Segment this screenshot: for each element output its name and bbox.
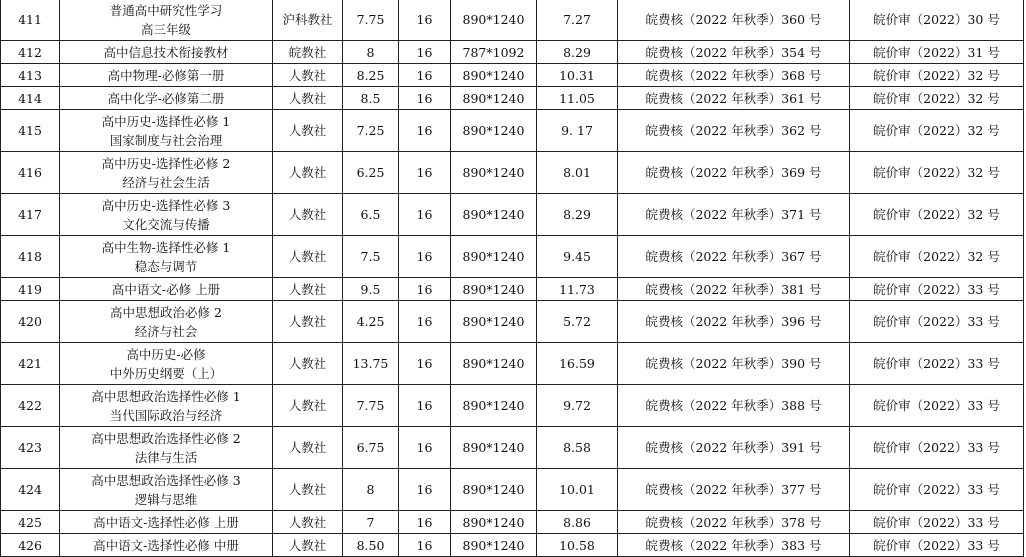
table-row <box>1 236 1024 278</box>
format-cell: 16 <box>399 0 451 41</box>
sheet-count-cell: 9. 17 <box>537 110 618 152</box>
fee-approval-cell: 皖费核（2022 年秋季）360 号 <box>618 0 850 41</box>
format-cell: 16 <box>399 152 451 194</box>
book-title-cell: 高中历史-选择性必修 3 文化交流与传播 <box>60 194 273 236</box>
row-number-cell: 419 <box>1 278 60 301</box>
price-document-cell: 皖价审（2022）33 号 <box>850 511 1024 534</box>
publisher-cell: 人教社 <box>273 534 343 557</box>
row-number-cell: 423 <box>1 427 60 469</box>
book-title-cell: 高中化学-必修第二册 <box>60 87 273 110</box>
publisher-cell: 人教社 <box>273 427 343 469</box>
row-number-cell: 415 <box>1 110 60 152</box>
price-document-cell: 皖价审（2022）32 号 <box>850 236 1024 278</box>
format-cell: 16 <box>399 427 451 469</box>
paper-size-cell: 890*1240 <box>451 194 537 236</box>
table-row <box>1 511 1024 534</box>
table-row <box>1 343 1024 385</box>
paper-size-cell: 890*1240 <box>451 427 537 469</box>
fee-approval-cell: 皖费核（2022 年秋季）369 号 <box>618 152 850 194</box>
row-number-cell: 424 <box>1 469 60 511</box>
book-title-cell: 普通高中研究性学习 高三年级 <box>60 0 273 41</box>
row-number-cell: 425 <box>1 511 60 534</box>
row-number-cell: 412 <box>1 41 60 64</box>
price-cell: 7.25 <box>343 110 399 152</box>
sheet-count-cell: 10.01 <box>537 469 618 511</box>
price-cell: 13.75 <box>343 343 399 385</box>
publisher-cell: 人教社 <box>273 343 343 385</box>
price-cell: 8 <box>343 41 399 64</box>
price-document-cell: 皖价审（2022）32 号 <box>850 110 1024 152</box>
paper-size-cell: 890*1240 <box>451 64 537 87</box>
book-title-cell: 高中生物-选择性必修 1 稳态与调节 <box>60 236 273 278</box>
price-document-cell: 皖价审（2022）31 号 <box>850 41 1024 64</box>
price-document-cell: 皖价审（2022）33 号 <box>850 343 1024 385</box>
row-number-cell: 416 <box>1 152 60 194</box>
publisher-cell: 人教社 <box>273 278 343 301</box>
row-number-cell: 420 <box>1 301 60 343</box>
publisher-cell: 人教社 <box>273 152 343 194</box>
paper-size-cell: 890*1240 <box>451 0 537 41</box>
fee-approval-cell: 皖费核（2022 年秋季）367 号 <box>618 236 850 278</box>
book-title-cell: 高中物理-必修第一册 <box>60 64 273 87</box>
table-row <box>1 110 1024 152</box>
price-document-cell: 皖价审（2022）32 号 <box>850 152 1024 194</box>
price-cell: 7.5 <box>343 236 399 278</box>
fee-approval-cell: 皖费核（2022 年秋季）377 号 <box>618 469 850 511</box>
price-document-cell: 皖价审（2022）32 号 <box>850 194 1024 236</box>
book-title-cell: 高中思想政治选择性必修 1 当代国际政治与经济 <box>60 385 273 427</box>
fee-approval-cell: 皖费核（2022 年秋季）390 号 <box>618 343 850 385</box>
publisher-cell: 人教社 <box>273 110 343 152</box>
sheet-count-cell: 7.27 <box>537 0 618 41</box>
price-document-cell: 皖价审（2022）33 号 <box>850 278 1024 301</box>
format-cell: 16 <box>399 87 451 110</box>
row-number-cell: 413 <box>1 64 60 87</box>
price-cell: 8 <box>343 469 399 511</box>
fee-approval-cell: 皖费核（2022 年秋季）396 号 <box>618 301 850 343</box>
table-row <box>1 64 1024 87</box>
price-document-cell: 皖价审（2022）33 号 <box>850 427 1024 469</box>
publisher-cell: 人教社 <box>273 469 343 511</box>
fee-approval-cell: 皖费核（2022 年秋季）368 号 <box>618 64 850 87</box>
format-cell: 16 <box>399 278 451 301</box>
format-cell: 16 <box>399 511 451 534</box>
price-cell: 6.25 <box>343 152 399 194</box>
fee-approval-cell: 皖费核（2022 年秋季）383 号 <box>618 534 850 557</box>
table-body <box>1 0 1024 557</box>
format-cell: 16 <box>399 469 451 511</box>
price-cell: 6.5 <box>343 194 399 236</box>
book-title-cell: 高中语文-选择性必修 上册 <box>60 511 273 534</box>
paper-size-cell: 890*1240 <box>451 385 537 427</box>
book-title-cell: 高中历史-必修 中外历史纲要（上） <box>60 343 273 385</box>
paper-size-cell: 890*1240 <box>451 110 537 152</box>
price-cell: 8.50 <box>343 534 399 557</box>
paper-size-cell: 890*1240 <box>451 469 537 511</box>
sheet-count-cell: 8.58 <box>537 427 618 469</box>
format-cell: 16 <box>399 385 451 427</box>
fee-approval-cell: 皖费核（2022 年秋季）378 号 <box>618 511 850 534</box>
sheet-count-cell: 8.86 <box>537 511 618 534</box>
row-number-cell: 411 <box>1 0 60 41</box>
book-title-cell: 高中思想政治选择性必修 3 逻辑与思维 <box>60 469 273 511</box>
price-document-cell: 皖价审（2022）32 号 <box>850 87 1024 110</box>
paper-size-cell: 890*1240 <box>451 278 537 301</box>
fee-approval-cell: 皖费核（2022 年秋季）362 号 <box>618 110 850 152</box>
format-cell: 16 <box>399 110 451 152</box>
sheet-count-cell: 8.29 <box>537 41 618 64</box>
book-title-cell: 高中信息技术衔接教材 <box>60 41 273 64</box>
publisher-cell: 人教社 <box>273 385 343 427</box>
table-row <box>1 469 1024 511</box>
fee-approval-cell: 皖费核（2022 年秋季）381 号 <box>618 278 850 301</box>
publisher-cell: 人教社 <box>273 301 343 343</box>
fee-approval-cell: 皖费核（2022 年秋季）391 号 <box>618 427 850 469</box>
sheet-count-cell: 11.73 <box>537 278 618 301</box>
row-number-cell: 414 <box>1 87 60 110</box>
table-row <box>1 301 1024 343</box>
paper-size-cell: 890*1240 <box>451 301 537 343</box>
price-document-cell: 皖价审（2022）32 号 <box>850 64 1024 87</box>
format-cell: 16 <box>399 236 451 278</box>
table-row <box>1 87 1024 110</box>
publisher-cell: 沪科教社 <box>273 0 343 41</box>
book-title-cell: 高中历史-选择性必修 2 经济与社会生活 <box>60 152 273 194</box>
fee-approval-cell: 皖费核（2022 年秋季）371 号 <box>618 194 850 236</box>
table-row <box>1 152 1024 194</box>
paper-size-cell: 890*1240 <box>451 236 537 278</box>
paper-size-cell: 890*1240 <box>451 87 537 110</box>
table-row <box>1 427 1024 469</box>
row-number-cell: 426 <box>1 534 60 557</box>
sheet-count-cell: 10.58 <box>537 534 618 557</box>
row-number-cell: 421 <box>1 343 60 385</box>
sheet-count-cell: 10.31 <box>537 64 618 87</box>
table-row <box>1 385 1024 427</box>
price-cell: 7.75 <box>343 385 399 427</box>
row-number-cell: 422 <box>1 385 60 427</box>
price-cell: 8.5 <box>343 87 399 110</box>
price-cell: 6.75 <box>343 427 399 469</box>
book-title-cell: 高中语文-必修 上册 <box>60 278 273 301</box>
table-row <box>1 41 1024 64</box>
sheet-count-cell: 9.72 <box>537 385 618 427</box>
format-cell: 16 <box>399 301 451 343</box>
sheet-count-cell: 9.45 <box>537 236 618 278</box>
sheet-count-cell: 16.59 <box>537 343 618 385</box>
row-number-cell: 417 <box>1 194 60 236</box>
price-cell: 7.75 <box>343 0 399 41</box>
row-number-cell: 418 <box>1 236 60 278</box>
sheet-count-cell: 8.29 <box>537 194 618 236</box>
publisher-cell: 人教社 <box>273 236 343 278</box>
table-row <box>1 534 1024 557</box>
price-document-cell: 皖价审（2022）30 号 <box>850 0 1024 41</box>
price-document-cell: 皖价审（2022）33 号 <box>850 385 1024 427</box>
price-document-cell: 皖价审（2022）33 号 <box>850 301 1024 343</box>
paper-size-cell: 890*1240 <box>451 152 537 194</box>
format-cell: 16 <box>399 64 451 87</box>
sheet-count-cell: 8.01 <box>537 152 618 194</box>
book-title-cell: 高中语文-选择性必修 中册 <box>60 534 273 557</box>
publisher-cell: 人教社 <box>273 64 343 87</box>
price-cell: 4.25 <box>343 301 399 343</box>
price-cell: 8.25 <box>343 64 399 87</box>
sheet-count-cell: 11.05 <box>537 87 618 110</box>
format-cell: 16 <box>399 41 451 64</box>
price-document-cell: 皖价审（2022）33 号 <box>850 469 1024 511</box>
publisher-cell: 人教社 <box>273 87 343 110</box>
fee-approval-cell: 皖费核（2022 年秋季）388 号 <box>618 385 850 427</box>
price-cell: 9.5 <box>343 278 399 301</box>
book-title-cell: 高中历史-选择性必修 1 国家制度与社会治理 <box>60 110 273 152</box>
paper-size-cell: 890*1240 <box>451 343 537 385</box>
table-row <box>1 194 1024 236</box>
paper-size-cell: 787*1092 <box>451 41 537 64</box>
paper-size-cell: 890*1240 <box>451 511 537 534</box>
publisher-cell: 皖教社 <box>273 41 343 64</box>
fee-approval-cell: 皖费核（2022 年秋季）361 号 <box>618 87 850 110</box>
book-title-cell: 高中思想政治必修 2 经济与社会 <box>60 301 273 343</box>
price-document-cell: 皖价审（2022）33 号 <box>850 534 1024 557</box>
paper-size-cell: 890*1240 <box>451 534 537 557</box>
sheet-count-cell: 5.72 <box>537 301 618 343</box>
table-row <box>1 278 1024 301</box>
format-cell: 16 <box>399 343 451 385</box>
book-title-cell: 高中思想政治选择性必修 2 法律与生活 <box>60 427 273 469</box>
format-cell: 16 <box>399 534 451 557</box>
fee-approval-cell: 皖费核（2022 年秋季）354 号 <box>618 41 850 64</box>
publisher-cell: 人教社 <box>273 194 343 236</box>
publisher-cell: 人教社 <box>273 511 343 534</box>
price-cell: 7 <box>343 511 399 534</box>
format-cell: 16 <box>399 194 451 236</box>
table-row <box>1 0 1024 41</box>
